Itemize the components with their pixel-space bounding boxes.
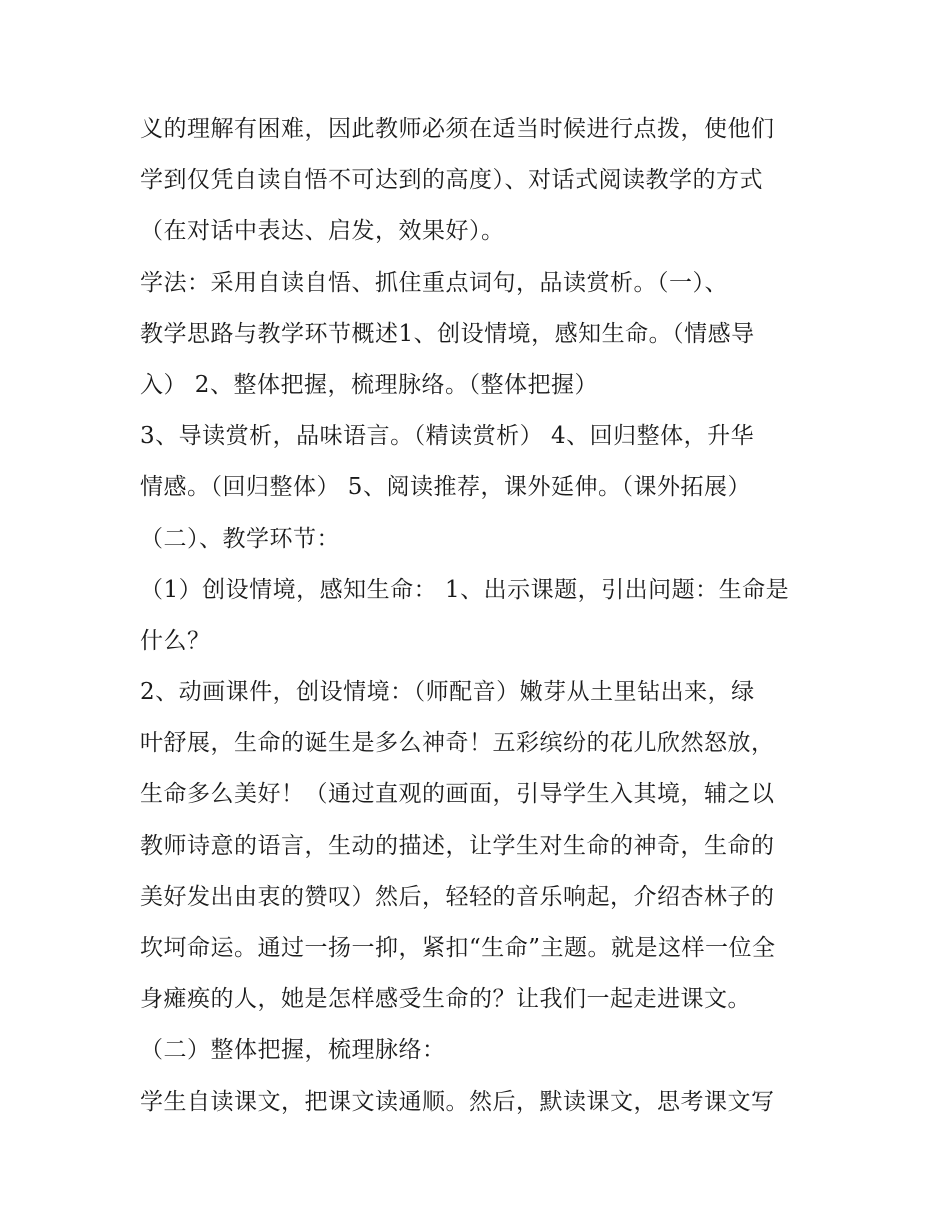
document-body-text — [140, 104, 815, 1128]
text-line-20: 学生自读课文，把课文读通顺。然后，默读课文，思考课文写 — [140, 1088, 775, 1115]
text-line-8: 情感。（回归整体） 5、阅读推荐，课外延伸。（课外拓展） — [140, 474, 751, 501]
text-line-14: 生命多么美好！（通过直观的画面，引导学生入其境，辅之以 — [140, 781, 775, 808]
text-line-11: 什么？ — [140, 627, 211, 654]
text-line-5: 教学思路与教学环节概述1、创设情境，感知生命。（情感导 — [140, 320, 755, 347]
text-line-2: 学到仅凭自读自悟不可达到的高度）、对话式阅读教学的方式 — [140, 167, 763, 194]
text-line-9: （二）、教学环节： — [140, 525, 340, 552]
text-line-18: 身瘫痪的人，她是怎样感受生命的？让我们一起走进课文。 — [140, 986, 751, 1013]
text-line-6: 入） 2、整体把握，梳理脉络。（整体把握） — [140, 371, 598, 398]
text-line-4: 学法：采用自读自悟、抓住重点词句，品读赏析。（一）、 — [140, 269, 728, 296]
text-line-12: 2、动画课件，创设情境：（师配音）嫩芽从土里钻出来，绿 — [140, 679, 755, 706]
text-line-16: 美好发出由衷的赞叹）然后，轻轻的音乐响起，介绍杏林子的 — [140, 883, 775, 910]
text-line-19: （二）整体把握，梳理脉络： — [140, 1037, 446, 1064]
text-line-10: （1）创设情境，感知生命： 1、出示课题，引出问题：生命是 — [140, 576, 790, 603]
text-line-7: 3、导读赏析，品味语言。（精读赏析） 4、回归整体，升华 — [140, 423, 755, 450]
text-line-3: （在对话中表达、启发，效果好）。 — [140, 218, 505, 245]
text-line-13: 叶舒展，生命的诞生是多么神奇！五彩缤纷的花儿欣然怒放， — [140, 730, 775, 757]
text-line-15: 教师诗意的语言，生动的描述，让学生对生命的神奇，生命的 — [140, 832, 775, 859]
text-line-1: 义的理解有困难，因此教师必须在适当时候进行点拨，使他们 — [140, 116, 775, 142]
text-line-17: 坎坷命运。通过一扬一抑，紧扣“生命”主题。就是这样一位全 — [140, 935, 776, 961]
